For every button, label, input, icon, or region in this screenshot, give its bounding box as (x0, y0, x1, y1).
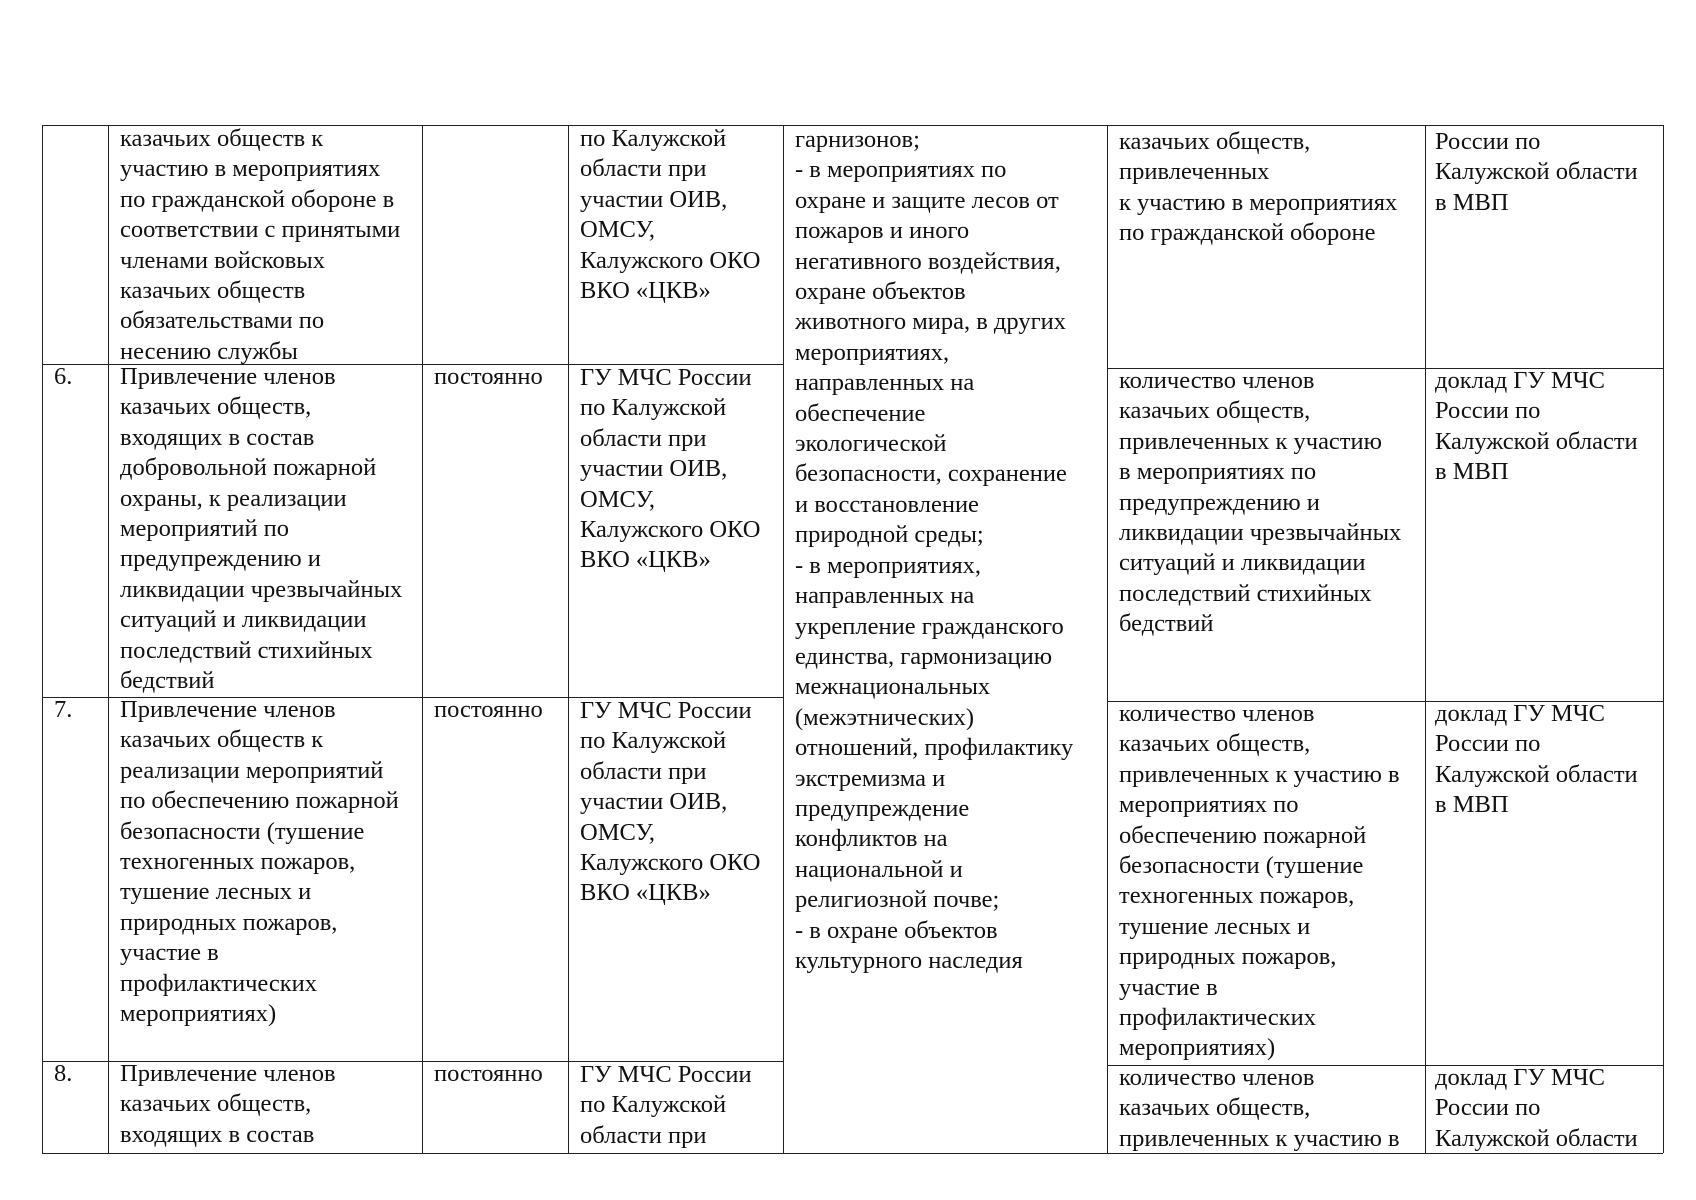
cell-line: казачьих обществ, (1119, 730, 1311, 758)
indicator-cell (1119, 1063, 1400, 1154)
cell-line: области при (580, 424, 707, 452)
cell-line: по Калужской (580, 125, 727, 152)
cell-line: несению службы (120, 337, 298, 365)
cell-line: участии ОИВ, (580, 455, 728, 483)
measure-cell (120, 1059, 336, 1150)
cell-line: экологической (795, 430, 947, 458)
cell-line: ГУ МЧС России (580, 364, 752, 391)
cell-line: к участию в мероприятиях (1119, 188, 1398, 216)
cell-line: казачьих обществ, (1119, 1094, 1311, 1122)
cell-line: казачьих обществ (120, 277, 306, 305)
cell-line: природных пожаров, (120, 908, 338, 936)
cell-line: участии ОИВ, (580, 185, 728, 213)
cell-line: направленных на (795, 369, 975, 397)
cell-line: ОМСУ, (580, 485, 655, 513)
cell-line: - в мероприятиях по (795, 156, 1007, 184)
measure-cell (120, 362, 402, 696)
term-cell: постоянно (434, 1060, 543, 1087)
cell-line: межнациональных (795, 673, 991, 701)
report-cell (1435, 127, 1638, 218)
cell-line: Калужской области (1435, 427, 1638, 455)
cell-line: Калужской области (1435, 158, 1638, 186)
column-border (1425, 125, 1426, 1153)
cell-line: участие в (1119, 973, 1218, 1001)
column-border (42, 125, 43, 1153)
cell-line: участии ОИВ, (580, 788, 728, 816)
cell-line: безопасности (тушение (1119, 852, 1364, 880)
cell-line: ликвидации чрезвычайных (1119, 519, 1402, 547)
term-cell: постоянно (434, 363, 543, 390)
cell-line: по Калужской (580, 727, 727, 755)
cell-line: доклад ГУ МЧС (1435, 367, 1605, 394)
report-cell (1435, 366, 1638, 488)
cell-line: религиозной почве; (795, 886, 1000, 914)
cell-line: в МВП (1435, 458, 1509, 486)
measure-cell (120, 695, 399, 1029)
cell-line: России по (1435, 397, 1541, 425)
cell-line: привлеченных к участию в (1119, 760, 1400, 788)
measure-cell (120, 124, 400, 367)
cell-line: ГУ МЧС России (580, 1061, 752, 1088)
indicator-cell (1119, 699, 1400, 1064)
cell-line: соответствии с принятыми (120, 216, 401, 244)
cell-line: профилактических (120, 969, 318, 997)
cell-line: ситуаций и ликвидации (1119, 549, 1366, 577)
cell-line: охраны, к реализации (120, 484, 347, 512)
cell-line: членами войсковых (120, 246, 325, 274)
cell-line: техногенных пожаров, (1119, 882, 1355, 910)
cell-line: природных пожаров, (1119, 943, 1337, 971)
cell-line: обеспечению пожарной (1119, 821, 1367, 849)
cell-line: по обеспечению пожарной (120, 787, 399, 815)
cell-line: ликвидации чрезвычайных (120, 575, 403, 603)
column-border (568, 125, 569, 1153)
cell-line: области при (580, 1121, 707, 1149)
cell-line: привлеченных (1119, 158, 1270, 186)
cell-line: ВКО «ЦКВ» (580, 546, 711, 574)
cell-line: безопасности, сохранение (795, 460, 1067, 488)
column-border (108, 125, 109, 1153)
cell-line: направленных на (795, 582, 975, 610)
cell-line: предупреждение (795, 794, 970, 822)
cell-line: тушение лесных и (120, 878, 312, 906)
cell-line: бедствий (120, 667, 215, 695)
cell-line: охране и защите лесов от (795, 186, 1059, 214)
cell-line: казачьих обществ, (1119, 397, 1311, 425)
cell-line: конфликтов на (795, 825, 948, 853)
cell-line: и восстановление (795, 490, 979, 518)
cell-line: Привлечение членов (120, 696, 336, 723)
cell-line: (межэтнических) (795, 703, 975, 731)
cell-line: обязательствами по (120, 307, 325, 335)
cell-line: отношений, профилактику (795, 734, 1074, 762)
cell-line: гарнизонов; (795, 126, 920, 153)
cell-line: безопасности (тушение (120, 817, 365, 845)
cell-line: по Калужской (580, 1091, 727, 1119)
cell-line: предупреждению и (1119, 488, 1320, 516)
cell-line: мероприятий по (120, 515, 290, 543)
result-cell (795, 125, 1073, 976)
report-cell (1435, 699, 1638, 821)
term-cell: постоянно (434, 696, 543, 723)
column-border (422, 125, 423, 1153)
cell-line: казачьих обществ, (120, 1090, 312, 1118)
cell-line: мероприятиях) (120, 1000, 277, 1028)
cell-line: профилактических (1119, 1004, 1317, 1032)
cell-line: - в мероприятиях, (795, 551, 982, 579)
cell-line: в мероприятиях по (1119, 458, 1317, 486)
cell-line: ГУ МЧС России (580, 697, 752, 724)
indicator-cell (1119, 127, 1397, 249)
cell-line: ВКО «ЦКВ» (580, 277, 711, 305)
cell-line: тушение лесных и (1119, 912, 1311, 940)
cell-line: реализации мероприятий (120, 756, 384, 784)
column-border (1663, 125, 1664, 1153)
executor-cell (580, 124, 760, 306)
column-border (783, 125, 784, 1153)
cell-line: ситуаций и ликвидации (120, 606, 367, 634)
report-cell (1435, 1063, 1638, 1154)
cell-line: предупреждению и (120, 545, 321, 573)
executor-cell (580, 363, 760, 576)
cell-line: - в охране объектов (795, 916, 998, 944)
cell-line: Калужского ОКО (580, 516, 761, 544)
cell-line: животного мира, в других (795, 308, 1066, 336)
cell-line: Привлечение членов (120, 363, 336, 390)
cell-line: национальной и (795, 855, 963, 883)
cell-line: привлеченных к участию в (1119, 1124, 1400, 1152)
row-number: 8. (54, 1060, 73, 1087)
cell-line: России по (1435, 1094, 1541, 1122)
cell-line: Калужской области (1435, 1124, 1638, 1152)
cell-line: привлеченных к участию (1119, 427, 1382, 455)
cell-line: мероприятиях, (795, 338, 950, 366)
cell-line: пожаров и иного (795, 217, 970, 245)
cell-line: России по (1435, 128, 1541, 155)
cell-line: количество членов (1119, 1064, 1315, 1091)
cell-line: охране объектов (795, 278, 966, 306)
cell-line: последствий стихийных (120, 636, 373, 664)
cell-line: входящих в состав (120, 1120, 315, 1148)
cell-line: области при (580, 155, 707, 183)
cell-line: казачьих обществ к (120, 726, 324, 754)
cell-line: количество членов (1119, 367, 1315, 394)
cell-line: в МВП (1435, 188, 1509, 216)
row-number: 7. (54, 696, 73, 723)
cell-line: последствий стихийных (1119, 579, 1372, 607)
cell-line: участие в (120, 939, 219, 967)
indicator-cell (1119, 366, 1401, 640)
cell-line: ВКО «ЦКВ» (580, 879, 711, 907)
cell-line: ОМСУ, (580, 818, 655, 846)
cell-line: по Калужской (580, 394, 727, 422)
cell-line: природной среды; (795, 521, 984, 549)
row-number: 6. (54, 363, 73, 390)
cell-line: России по (1435, 730, 1541, 758)
cell-line: обеспечение (795, 399, 926, 427)
cell-line: Калужского ОКО (580, 246, 761, 274)
cell-line: Привлечение членов (120, 1060, 336, 1087)
cell-line: казачьих обществ, (1119, 128, 1311, 155)
cell-line: входящих в состав (120, 423, 315, 451)
cell-line: участию в мероприятиях (120, 155, 381, 183)
cell-line: казачьих обществ, (120, 393, 312, 421)
cell-line: экстремизма и (795, 764, 946, 792)
cell-line: по гражданской обороне (1119, 219, 1376, 247)
executor-cell (580, 696, 760, 909)
cell-line: доклад ГУ МЧС (1435, 1064, 1605, 1091)
cell-line: техногенных пожаров, (120, 848, 356, 876)
cell-line: негативного воздействия, (795, 247, 1061, 275)
cell-line: единства, гармонизацию (795, 642, 1053, 670)
cell-line: казачьих обществ к (120, 125, 324, 152)
cell-line: количество членов (1119, 700, 1315, 727)
cell-line: добровольной пожарной (120, 454, 377, 482)
executor-cell (580, 1060, 752, 1151)
cell-line: доклад ГУ МЧС (1435, 700, 1605, 727)
cell-line: в МВП (1435, 791, 1509, 819)
cell-line: мероприятиях по (1119, 791, 1299, 819)
cell-line: ОМСУ, (580, 216, 655, 244)
cell-line: по гражданской обороне в (120, 185, 395, 213)
table-bottom-border (42, 1153, 1663, 1154)
cell-line: Калужского ОКО (580, 849, 761, 877)
cell-line: области при (580, 757, 707, 785)
cell-line: бедствий (1119, 610, 1214, 638)
cell-line: культурного наследия (795, 946, 1023, 974)
cell-line: Калужской области (1435, 760, 1638, 788)
cell-line: укрепление гражданского (795, 612, 1064, 640)
column-border (1107, 125, 1108, 1153)
cell-line: мероприятиях) (1119, 1034, 1276, 1062)
